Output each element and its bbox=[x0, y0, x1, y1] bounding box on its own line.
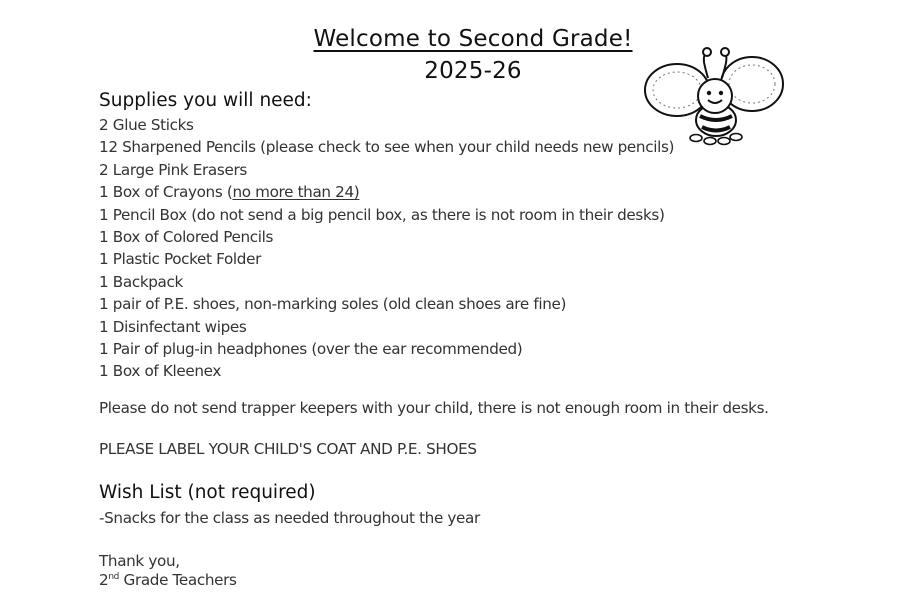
trapper-keeper-note: Please do not send trapper keepers with your child, there is not enough room in their desks. bbox=[99, 399, 769, 417]
list-item: 1 Disinfectant wipes bbox=[99, 317, 247, 336]
list-item: 2 Glue Sticks bbox=[99, 116, 194, 134]
list-item: 1 Pair of plug-in headphones (over the ear recommended) bbox=[99, 339, 523, 358]
list-item: 1 pair of P.E. shoes, non-marking soles (old clean shoes are fine) bbox=[99, 295, 567, 314]
list-item: 1 Backpack bbox=[99, 272, 183, 291]
list-item: 1 Pencil Box (do not send a big pencil box, as there is not room in their desks) bbox=[99, 205, 665, 224]
list-item: 1 Plastic Pocket Folder bbox=[99, 250, 261, 269]
list-item bbox=[99, 181, 674, 203]
school-year: 2025-26 bbox=[424, 58, 522, 84]
wishlist-item: -Snacks for the class as needed throughout the year bbox=[99, 509, 480, 527]
list-item: 12 Sharpened Pencils (please check to see when your child needs new pencils) bbox=[99, 138, 675, 157]
supplies-list bbox=[99, 114, 674, 383]
wishlist-heading: Wish List (not required) bbox=[99, 482, 316, 503]
crayons-label: 1 Box of Crayons ( bbox=[99, 183, 233, 202]
signature-number: 2 bbox=[99, 571, 109, 589]
signature-text: Grade Teachers bbox=[119, 571, 237, 589]
list-item: 1 Box of Colored Pencils bbox=[99, 227, 274, 246]
list-item: 1 Box of Kleenex bbox=[99, 362, 221, 381]
supplies-heading: Supplies you will need: bbox=[99, 90, 312, 111]
signature-ordinal: nd bbox=[108, 571, 120, 582]
list-item: 2 Large Pink Erasers bbox=[99, 160, 247, 179]
signature bbox=[99, 571, 237, 589]
crayons-limit: no more than 24) bbox=[232, 183, 360, 202]
closing-thanks: Thank you, bbox=[99, 552, 180, 570]
page-title: Welcome to Second Grade! bbox=[313, 26, 633, 52]
label-note: PLEASE LABEL YOUR CHILD'S COAT AND P.E. SHOES bbox=[99, 440, 477, 458]
